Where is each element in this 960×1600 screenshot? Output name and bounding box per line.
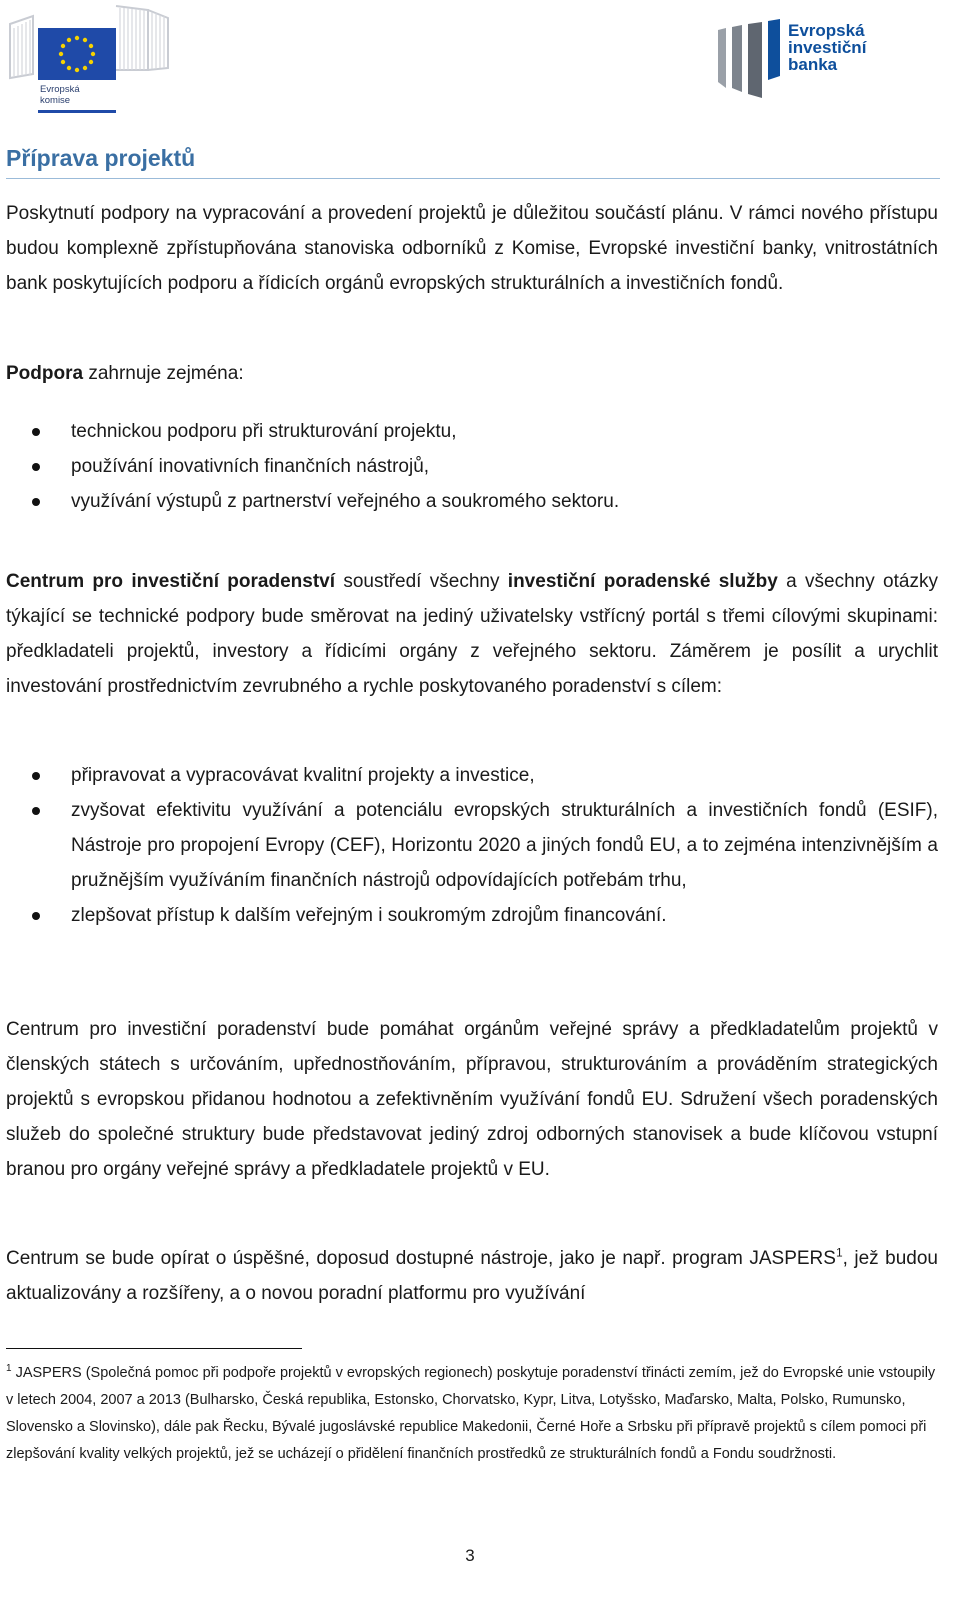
advisory-hub-name: Centrum pro investiční poradenství xyxy=(6,571,335,592)
paragraph-intro-text: Poskytnutí podpory na vypracování a provedení projektů je důležitou součástí plánu. V rámci nového přístupu budou komplexně zpřístupňována stanoviska odborníků z Komise, Evropské investiční banky, vnitrostátních bank poskytujících podporu a řídicích orgánů evropských strukturálních a investičních fondů. xyxy=(6,203,938,294)
bullet-icon xyxy=(32,498,40,506)
paragraph-jaspers: Centrum se bude opírat o úspěšné, doposud dostupné nástroje, jako je např. program JASPERS$^1$, jež budou aktualizovány a rozšířeny, a o novou poradní platformu pro využívání xyxy=(6,1245,938,1304)
ec-logo-text: Evropská komise xyxy=(40,84,80,106)
support-list xyxy=(6,414,938,519)
footnote-divider xyxy=(6,1348,302,1349)
footnote-mark: 1 xyxy=(6,1363,12,1375)
bullet-icon xyxy=(32,428,40,436)
support-rest: zahrnuje zejména: xyxy=(83,363,244,384)
support-label: Podpora xyxy=(6,363,84,384)
advisory-services: investiční poradenské služby xyxy=(507,571,778,592)
paragraph-intro xyxy=(6,196,938,301)
eib-logo xyxy=(718,18,888,100)
footnote-reference[interactable]: 1 xyxy=(835,1245,843,1260)
list-item: připravovat a vypracovávat kvalitní projekty a investice, xyxy=(6,758,938,793)
eib-logo-text: Evropská investiční banka xyxy=(788,21,867,74)
paragraph-hub-role: Centrum pro investiční poradenství bude pomáhat orgánům veřejné správy a předkladatelům projektů v členských státech s určováním, upřednostňováním, přípravou, strukturováním a prováděním strategických projektů s evropskou přidanou hodnotou a zefektivněním využívání fondů EU. Sdružení všech poradenských služeb do společné struktury bude představovat jediný zdroj odborných stanovisek a bude klíčovou vstupní branou pro orgány veřejné správy a předkladatele projektů v EU. xyxy=(6,1019,938,1180)
list-item: využívání výstupů z partnerství veřejného a soukromého sektoru. xyxy=(6,484,938,519)
footnote-text: JASPERS (Společná pomoc při podpoře projektů v evropských regionech) poskytuje poradenství třinácti zemím, jež do Evropské unie vstoupily v letech 2004, 2007 a 2013 (Bulharsko, Česká republika, Estonsko, Chorvatsko, Kypr, Litva, Lotyšsko, Maďarsko, Malta, Polsko, Rumunsko, Slovensko a Slovinsko), dále pak Řecku, Bývalé jugoslávské republice Makedonii, Černé Hoře a Srbsku při přípravě projektů s cílem pomoci při zlepšování kvality velkých projektů, jež se ucházejí o přidělení finančních prostředků ze strukturálních fondů a Fondu soudržnosti. xyxy=(6,1365,936,1462)
section-title: Příprava projektů xyxy=(6,145,940,179)
list-item: zlepšovat přístup k dalším veřejným i soukromým zdrojům financování. xyxy=(6,898,938,933)
list-item: technickou podporu při strukturování projektu, xyxy=(6,414,938,449)
bullet-icon xyxy=(32,912,40,920)
paragraph-support-intro xyxy=(6,356,938,391)
bullet-icon xyxy=(32,463,40,471)
goals-list xyxy=(6,758,938,933)
paragraph-advisory-hub: Centrum pro investiční poradenství soustředí všechny investiční poradenské služby a všechny otázky týkající se technické podpory bude směrovat na jediný uživatelsky vstřícný portál s třemi cílovými skupinami: předkladateli projektů, investory a řídicími orgány z veřejného sektoru. Záměrem je posílit a urychlit investování prostřednictvím zevrubného a rychle poskytovaného poradenství s cílem: xyxy=(6,571,938,697)
bullet-icon xyxy=(32,807,40,815)
european-commission-logo xyxy=(8,4,178,116)
list-item: zvyšovat efektivitu využívání a potenciálu evropských strukturálních a investičních fondů (ESIF), Nástroje pro propojení Evropy (CEF), Horizontu 2020 a jiných fondů EU, a to zejména intenzivnějším a pružnějším využíváním finančních nástrojů odpovídajících potřebám trhu, xyxy=(6,793,938,898)
page-number: 3 xyxy=(465,1546,475,1565)
bullet-icon xyxy=(32,772,40,780)
footnote xyxy=(6,1360,938,1468)
list-item: používání inovativních finančních nástrojů, xyxy=(6,449,938,484)
